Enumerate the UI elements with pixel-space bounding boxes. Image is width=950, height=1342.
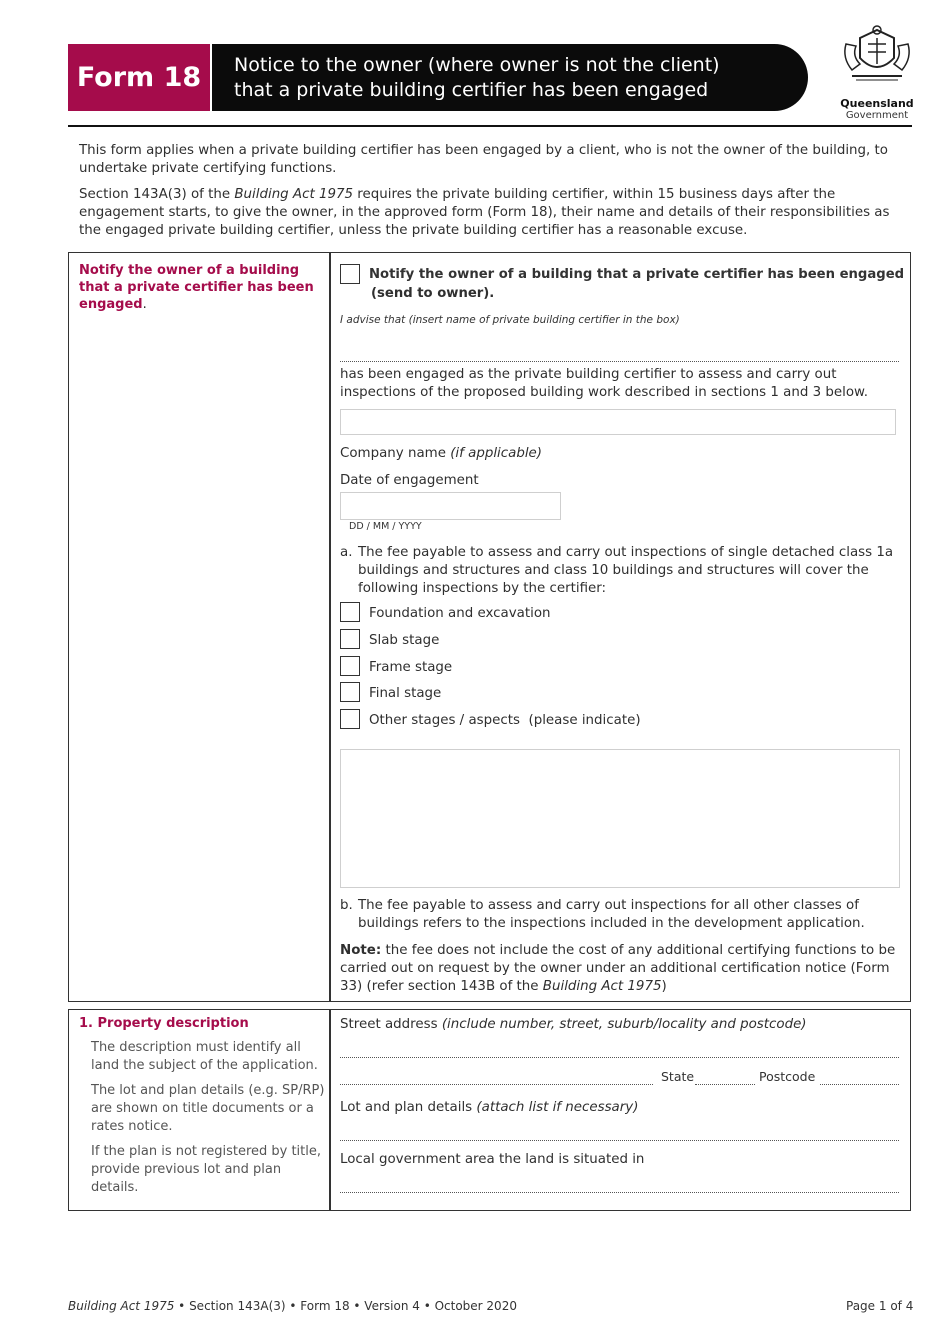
- footer-reference: [68, 1299, 517, 1313]
- logo-name: Queensland: [840, 97, 914, 110]
- advise-instruction: I advise that (insert name of private building certifier in the box): [340, 314, 680, 326]
- intro-text: requires the private building certifier, within 15 business days after the engagement starts, to give the owner, in the approved form (Form 18), their name and details of their responsibilities as the engaged private building certifier, unless the private building certifier has a reasonable excuse.: [79, 187, 890, 238]
- intro-paragraph-1: This form applies when a private building certifier has been engaged by a client, who is not the owner of the building, to undertake private certifying functions.: [79, 143, 888, 176]
- intro-paragraph-2: [79, 186, 909, 240]
- label-text: Company name: [340, 446, 451, 461]
- queensland-crest-icon: [838, 24, 916, 84]
- footer-text: • Section 143A(3) • Form 18 • Version 4 • October 2020: [174, 1299, 517, 1313]
- act-name: Building Act 1975: [542, 979, 662, 994]
- inspection-checkbox-frame[interactable]: [340, 656, 360, 676]
- fee-b-text: The fee payable to assess and carry out inspections for all other classes of buildings refers to the inspections included in the development application.: [358, 898, 865, 931]
- inspection-checkbox-final[interactable]: [340, 682, 360, 702]
- notify-section: [68, 252, 911, 1002]
- label-hint: (include number, street, suburb/locality and postcode): [441, 1017, 807, 1032]
- inspection-label: Final stage: [369, 686, 442, 701]
- other-stages-textarea[interactable]: [340, 749, 900, 888]
- company-name-label: [340, 445, 542, 463]
- engaged-statement: has been engaged as the private building certifier to assess and carry out inspections of the proposed building work described in sections 1 and 3 below.: [340, 367, 869, 400]
- page-number: Page 1 of 4: [846, 1299, 914, 1313]
- notify-owner-checkbox[interactable]: [340, 264, 360, 284]
- form-number: Form 18: [76, 62, 202, 93]
- date-of-engagement-input[interactable]: [340, 492, 561, 520]
- inspection-label: Foundation and excavation: [369, 606, 551, 621]
- note-label: Note:: [340, 943, 382, 958]
- fee-b-marker: b.: [340, 898, 353, 913]
- certifier-name-field[interactable]: [340, 361, 899, 362]
- label-hint: (if applicable): [450, 446, 543, 461]
- notify-owner-label: Notify the owner of a building that a private certifier has been engaged: [369, 267, 905, 282]
- heading-end: .: [142, 297, 147, 312]
- lot-plan-field[interactable]: [340, 1140, 899, 1141]
- label-text: Street address: [340, 1017, 442, 1032]
- act-name: Building Act 1975: [68, 1299, 175, 1313]
- note-end: ): [661, 979, 667, 994]
- form-title-line-2: that a private building certifier has been engaged: [234, 79, 709, 101]
- lga-field[interactable]: [340, 1192, 899, 1193]
- inspection-label: Other stages / aspects (please indicate): [369, 713, 641, 728]
- street-address-label: [340, 1016, 807, 1034]
- note-text: the fee does not include the cost of any additional certifying functions to be carried out on request by the owner under an additional certification notice (Form 33) (refer section 143B of the: [340, 943, 896, 994]
- lot-plan-label: [340, 1099, 638, 1117]
- column-divider: [329, 1009, 331, 1211]
- inspection-label: Slab stage: [369, 633, 440, 648]
- lga-label: Local government area the land is situated in: [340, 1152, 645, 1167]
- inspection-checkbox-other[interactable]: [340, 709, 360, 729]
- intro-text: Section 143A(3) of the: [79, 187, 235, 202]
- fee-a-text: The fee payable to assess and carry out inspections of single detached class 1a buildings and structures and class 10 buildings and structures will cover the following inspections by the certifier:: [358, 545, 894, 596]
- state-field[interactable]: [695, 1084, 755, 1085]
- postcode-label: Postcode: [759, 1069, 816, 1084]
- column-divider: [329, 252, 331, 1002]
- form-title-bar: [212, 44, 808, 111]
- postcode-field[interactable]: [820, 1084, 899, 1085]
- property-description-heading: 1. Property description: [79, 1016, 249, 1031]
- form-number-badge: [68, 44, 210, 111]
- state-label: State: [661, 1069, 695, 1084]
- inspection-label: Frame stage: [369, 660, 453, 675]
- notify-section-heading: [79, 262, 324, 313]
- inspection-checkbox-slab[interactable]: [340, 629, 360, 649]
- property-note-3: If the plan is not registered by title, provide previous lot and plan details.: [91, 1144, 322, 1195]
- street-address-line-1[interactable]: [340, 1057, 899, 1058]
- header-divider: [68, 125, 912, 127]
- property-note-2: The lot and plan details (e.g. SP/RP) are shown on title documents or a rates notice.: [91, 1083, 325, 1134]
- fee-note: [340, 942, 900, 996]
- fee-a-marker: a.: [340, 545, 353, 560]
- company-name-input[interactable]: [340, 409, 896, 435]
- form-title-line-1: Notice to the owner (where owner is not the client): [234, 54, 720, 76]
- logo-subtitle: Government: [845, 110, 909, 121]
- label-text: Lot and plan details: [340, 1100, 477, 1115]
- act-name: Building Act 1975: [234, 187, 354, 202]
- label-hint: (attach list if necessary): [476, 1100, 639, 1115]
- property-note-1: The description must identify all land the subject of the application.: [91, 1040, 318, 1073]
- date-of-engagement-label: Date of engagement: [340, 473, 479, 488]
- date-format-hint: DD / MM / YYYY: [349, 521, 422, 532]
- heading-text: Notify the owner of a building that a private certifier has been engaged: [79, 263, 314, 312]
- send-to-owner-note: (send to owner).: [371, 286, 495, 301]
- street-address-line-2[interactable]: [340, 1084, 653, 1085]
- inspection-checkbox-foundation[interactable]: [340, 602, 360, 622]
